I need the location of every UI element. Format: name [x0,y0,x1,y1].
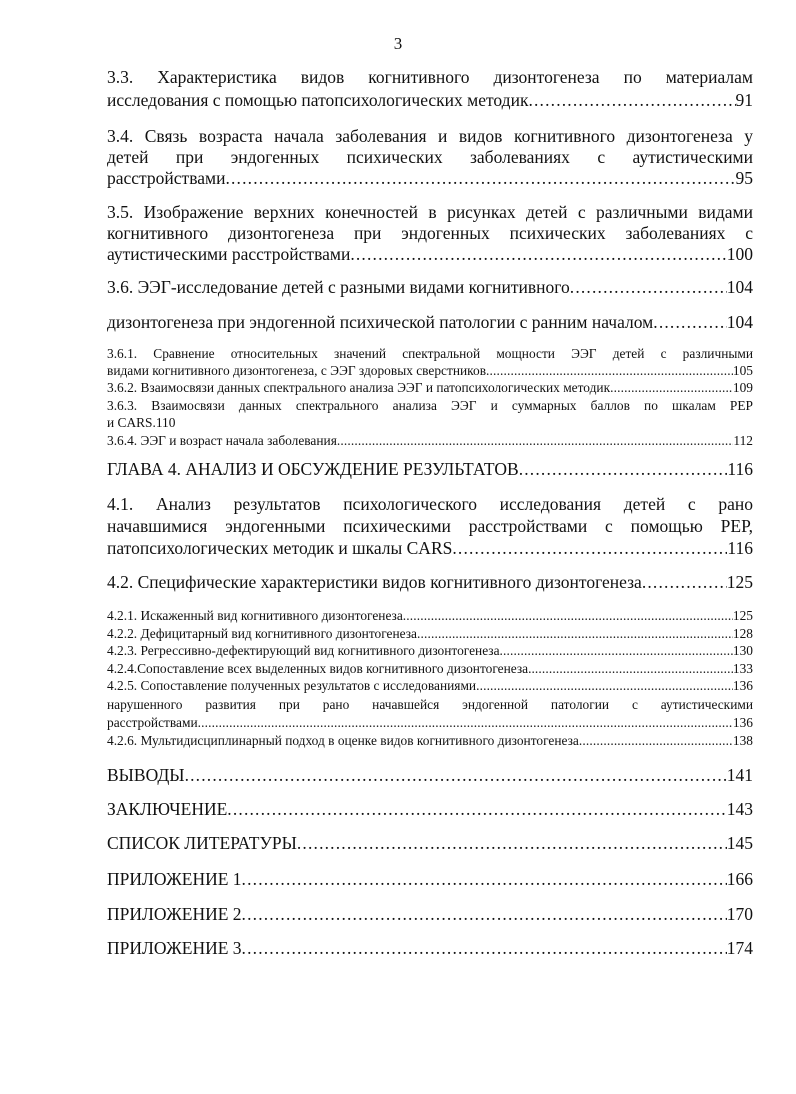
toc-page-number: 130 [732,643,753,658]
dot-leader [642,572,727,592]
toc-entry-title: 4.2.3. Регрессивно-дефектирующий вид когнитивного дизонтогенеза [107,643,500,658]
toc-page-number: 166 [726,869,753,889]
toc-page-number: 125 [726,572,753,592]
toc-page-number: 109 [732,380,753,395]
toc-entry-title: СПИСОК ЛИТЕРАТУРЫ [107,833,297,853]
toc-entry-line-wrapped: 3.4. Связь возраста начала заболевания и видов когнитивного дизонтогенеза у [107,126,753,146]
toc-page-number: 105 [732,363,753,378]
toc-entry-line [107,312,753,332]
toc-entry-title: 4.2.4.Сопоставление всех выделенных видов когнитивного дизонтогенеза. [107,661,532,676]
toc-entry-line-wrapped: 3.6.3. Взаимосвязи данных спектрального анализа ЭЭГ и суммарных баллов по шкалам РЕР [107,398,753,413]
toc-entry-line [107,90,753,110]
toc-page-number: 95 [735,168,753,188]
toc-page-number: 125 [732,608,753,623]
toc-entry-title: 4.2.2. Дефицитарный вид когнитивного дизонтогенеза [107,626,417,641]
dot-leader [185,765,727,785]
toc-entry-line [107,538,753,558]
toc-page-number: 116 [727,538,753,558]
dot-leader [570,277,727,297]
dot-leader [531,661,732,677]
dot-leader [476,678,733,694]
toc-entry-line [107,380,753,396]
toc-entry-line [107,608,753,624]
toc-entry-line [107,626,753,642]
toc-entry-line [107,833,753,853]
toc-entry-title: ПРИЛОЖЕНИЕ 1 [107,869,242,889]
dot-leader [519,459,728,479]
toc-page-number: 136 [732,678,753,693]
dot-leader [653,312,726,332]
toc-entry-line [107,661,753,677]
toc-page-number: 145 [726,833,753,853]
toc-entry-line [107,459,753,479]
dot-leader [417,626,733,642]
toc-entry-title: 4.2.1. Искаженный вид когнитивного дизонтогенеза [107,608,403,623]
dot-leader [337,433,734,449]
toc-entry-title: расстройствами [107,168,226,188]
toc-page-number: 141 [726,765,753,785]
toc-entry-line-wrapped: 3.6.1. Сравнение относительных значений спектральной мощности ЭЭГ детей с различными [107,346,753,361]
toc-page-number: 116 [727,459,753,479]
toc-page-number: 138 [732,733,753,748]
toc-page-number: 100 [726,244,753,264]
toc-entry-line-wrapped: 4.1. Анализ результатов психологического исследования детей с рано [107,494,753,514]
toc-entry-line [107,715,753,731]
toc-page-number: 170 [726,904,753,924]
toc-entry-title: ПРИЛОЖЕНИЕ 3 [107,938,242,958]
toc-entry-title: дизонтогенеза при эндогенной психической патологии с ранним началом [107,312,654,332]
toc-page-number: 174 [726,938,753,958]
toc-page-number: 91 [735,90,753,110]
toc-entry-title: ВЫВОДЫ [107,765,185,785]
toc-entry-line [107,363,753,379]
toc-entry-title: 3.6.4. ЭЭГ и возраст начала заболевания [107,433,337,448]
toc-page-number: 104 [726,277,753,297]
toc-entry-title: видами когнитивного дизонтогенеза, с ЭЭГ здоровых сверстников [107,363,487,378]
toc-entry-line [107,244,753,264]
toc-entry-title: ГЛАВА 4. АНАЛИЗ И ОБСУЖДЕНИЕ РЕЗУЛЬТАТОВ [107,459,519,479]
toc-page-number: 112 [733,433,753,448]
toc-page-number: 128 [732,626,753,641]
toc-entry-title: 3.6. ЭЭГ-исследование детей с разными видами когнитивного [107,277,570,297]
dot-leader [242,904,727,924]
page-number: 3 [393,34,403,53]
toc-entry-line-wrapped: когнитивного дизонтогенеза при эндогенных психических заболеваниях с [107,223,753,243]
dot-leader [242,869,727,889]
dot-leader [610,380,733,396]
toc-entry-line-wrapped: детей при эндогенных психических заболеваниях с аутистическими [107,147,753,167]
toc-entry-line [107,938,753,958]
toc-entry-title: ЗАКЛЮЧЕНИЕ [107,799,228,819]
toc-entry-line [107,733,753,749]
toc-page-number: 133 [732,661,753,676]
dot-leader [225,168,735,188]
toc-entry-title: расстройствами [107,715,198,730]
toc-entry-line-wrapped: нарушенного развития при рано начавшейся эндогенной патологии с аутистическими [107,697,753,712]
toc-entry-line [107,643,753,659]
toc-entry-title: 4.2. Специфические характеристики видов когнитивного дизонтогенеза [107,572,642,592]
toc-entry-line-wrapped: 3.5. Изображение верхних конечностей в рисунках детей с различными видами [107,202,753,222]
dot-leader [500,643,733,659]
toc-entry-title: 3.6.2. Взаимосвязи данных спектрального анализа ЭЭГ и патопсихологических методик [107,380,611,395]
dot-leader [579,733,733,749]
toc-entry-line [107,433,753,449]
toc-entry-line [107,277,753,297]
toc-entry-line [107,869,753,889]
toc-page-number: 136 [732,715,753,730]
toc-entry-title: 4.2.6. Мультидисциплинарный подход в оценке видов когнитивного дизонтогенеза [107,733,579,748]
toc-page-number: 143 [726,799,753,819]
toc-entry-line [107,168,753,188]
toc-entry-line [107,765,753,785]
toc-entry-title: 4.2.5. Сопоставление полученных результатов с исследованиями [107,678,477,693]
dot-leader [227,799,726,819]
toc-entry-line-wrapped: начавшимися эндогенными психическими расстройствами с помощью РЕР, [107,516,753,536]
toc-entry-line [107,572,753,592]
dot-leader [452,538,727,558]
toc-entry-line: и CARS.110 [107,415,176,430]
toc-entry-title: ПРИЛОЖЕНИЕ 2 [107,904,242,924]
toc-entry-title: аутистическими расстройствами [107,244,351,264]
toc-entry-title: исследования с помощью патопсихологических методик [107,90,529,110]
toc-entry-line [107,904,753,924]
toc-entry-line [107,799,753,819]
dot-leader [198,715,733,731]
dot-leader [242,938,727,958]
toc-entry-title: патопсихологических методик и шкалы CARS [107,538,453,558]
dot-leader [486,363,733,379]
toc-entry-line [107,678,753,694]
dot-leader [403,608,733,624]
dot-leader [297,833,727,853]
dot-leader [350,244,726,264]
toc-entry-line-wrapped: 3.3. Характеристика видов когнитивного дизонтогенеза по материалам [107,67,753,87]
toc-page-number: 104 [726,312,753,332]
dot-leader [528,90,735,110]
